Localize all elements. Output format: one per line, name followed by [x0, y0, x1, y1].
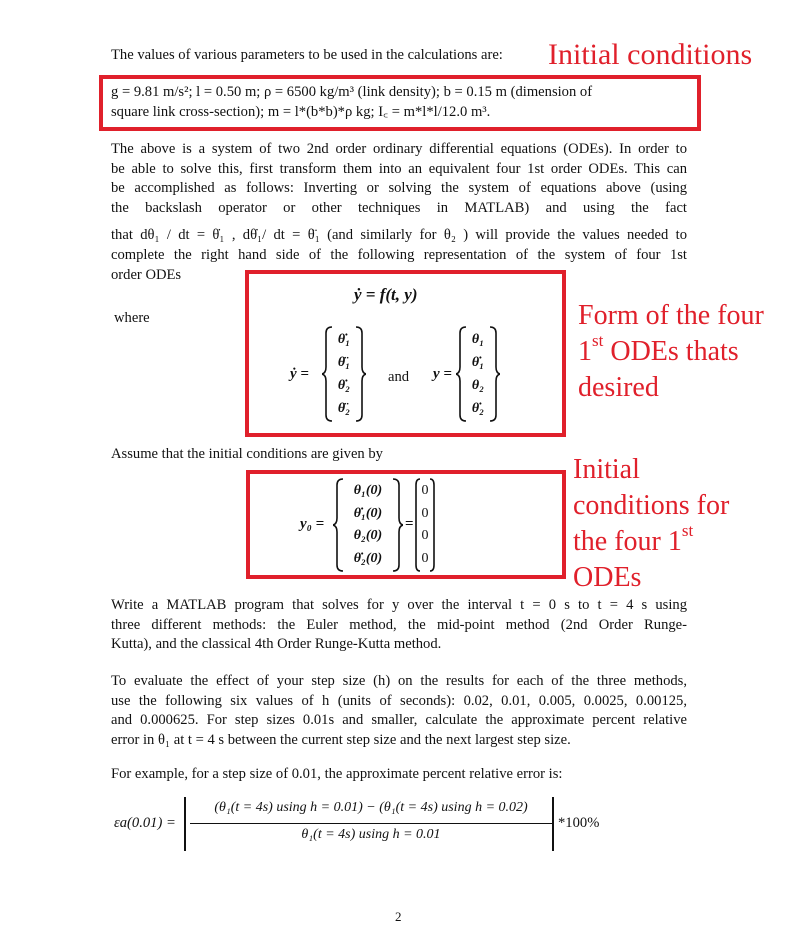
y0-value: 0	[421, 505, 429, 521]
equals-sign: =	[405, 516, 414, 532]
ydot-entry: θ̇₂	[337, 378, 351, 393]
para3-line-3: and 0.000625. For step sizes 0.01s and smaller, calculate the approximate percent relative	[111, 712, 687, 729]
annotation-form-line-3: desired	[578, 372, 659, 403]
fraction-bar	[190, 823, 552, 824]
abs-bar-right	[552, 797, 554, 851]
para1-line-7: order ODEs	[111, 266, 182, 283]
y0-entry: θ̇₁(0)	[353, 505, 383, 521]
para3-line-4: error in θ₁ at t = 4 s between the current step size and the next largest step size.	[111, 731, 571, 748]
y-entry: θ̇₂	[471, 401, 485, 416]
annotation-form	[578, 298, 764, 406]
paragraph-example: For example, for a step size of 0.01, the approximate percent relative error is:	[111, 766, 563, 782]
ydot-entry: θ̈₂	[337, 401, 351, 416]
y-vector	[456, 325, 500, 423]
annotation-form-line-2	[578, 331, 764, 370]
annotation-ic-line-3	[573, 521, 729, 560]
and-label: and	[388, 369, 410, 385]
params-line-1: g = 9.81 m/s²; l = 0.50 m; ρ = 6500 kg/m³ (link density); b = 0.15 m (dimension of	[111, 84, 593, 100]
annotation-ic-line-1: Initial	[573, 454, 640, 485]
y0-entry: θ₁(0)	[353, 483, 383, 498]
para1-line-5: that dθ₁ / dt = θ̇₁ , dθ̇₁/ dt = θ̈₁ (and similarly for θ₂ ) will provide the values needed to	[111, 227, 687, 244]
equation-ydot-f: ẏ = f(t, y)	[354, 285, 418, 304]
annotation-text: ODEs thats	[603, 336, 739, 367]
para1-line-2: be able to solve this, first transform them into an equivalent four 1st order ODEs. This can	[111, 160, 687, 177]
y-label: y =	[433, 366, 452, 382]
ydot-entry: θ̈₁	[337, 355, 351, 370]
intro-text: The values of various parameters to be used in the calculations are:	[111, 47, 503, 63]
ydot-entry: θ̇₁	[337, 332, 351, 347]
formula-denominator: θ₁(t = 4s) using h = 0.01	[301, 827, 441, 842]
formula-lhs: εa(0.01) =	[114, 815, 176, 831]
y0-entry: θ̇₂(0)	[353, 550, 383, 566]
y0-values-vector	[414, 477, 436, 573]
paragraph-matlab-program	[111, 596, 687, 655]
page-number: 2	[395, 909, 402, 924]
formula-numerator: (θ₁(t = 4s) using h = 0.01) − (θ₁(t = 4s) using h = 0.02)	[214, 800, 528, 815]
paragraph-ode-intro	[111, 140, 687, 285]
y0-value: 0	[421, 528, 429, 543]
y0-value: 0	[421, 550, 429, 566]
para2-line-1: Write a MATLAB program that solves for y over the interval t = 0 s to t = 4 s using	[111, 597, 687, 613]
annotation-initial-conditions-odes	[573, 452, 729, 596]
ydot-vector	[322, 325, 366, 423]
formula-tail: *100%	[558, 815, 600, 831]
annotation-text: st	[681, 521, 694, 541]
y-entry: θ₂	[471, 378, 485, 393]
paragraph-step-size	[111, 672, 687, 750]
y-entry: θ̇₁	[471, 355, 485, 370]
annotation-form-line-1: Form of the four	[578, 300, 764, 331]
annotation-text: 1	[578, 336, 592, 367]
y0-vector	[333, 477, 403, 573]
para3-line-1: To evaluate the effect of your step size (h) on the results for each of the three methods,	[111, 673, 687, 689]
para2-line-3: Kutta), and the classical 4th Order Runge-Kutta method.	[111, 636, 442, 653]
y0-label: y₀ =	[300, 516, 325, 532]
para3-line-2: use the following six values of h (units of seconds): 0.02, 0.01, 0.005, 0.0025, 0.00125,	[111, 692, 687, 709]
where-label: where	[114, 310, 150, 326]
params-line-2: square link cross-section); m = l*(b*b)*ρ kg; I꜀ = m*l*l/12.0 m³.	[111, 104, 491, 120]
y0-value: 0	[421, 483, 429, 498]
annotation-ic-line-2: conditions for	[573, 490, 730, 521]
para1-line-6: complete the right hand side of the following representation of the system of four 1st	[111, 246, 687, 263]
abs-bar-left	[184, 797, 186, 851]
annotation-initial-conditions: Initial conditions	[548, 38, 753, 71]
para1-line-4: the backslash operator or other techniques in MATLAB) and using the fact	[111, 199, 687, 216]
annotation-text: st	[592, 331, 604, 351]
ydot-label: ẏ =	[290, 366, 309, 382]
assume-text: Assume that the initial conditions are given by	[111, 446, 383, 462]
annotation-ic-line-4: ODEs	[573, 562, 642, 593]
para1-line-1: The above is a system of two 2nd order ordinary differential equations (ODEs). In order to	[111, 141, 687, 157]
y-entry: θ₁	[471, 332, 485, 347]
para1-line-3: be accomplished as follows: Inverting or solving the system of equations above (using	[111, 180, 687, 197]
annotation-text: the four 1	[573, 526, 682, 557]
para2-line-2: three different methods: the Euler method, the mid-point method (2nd Order Runge-	[111, 616, 687, 633]
y0-entry: θ₂(0)	[353, 528, 383, 543]
